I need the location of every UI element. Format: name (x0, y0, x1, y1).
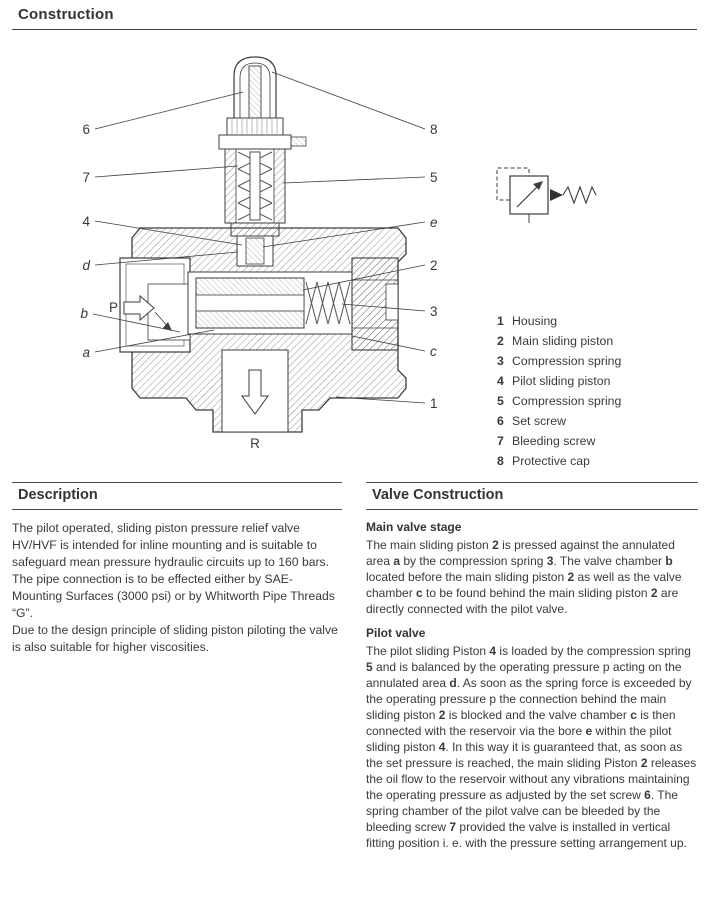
callout-label-b: b (80, 306, 88, 321)
valve-construction-heading: Valve Construction (366, 482, 698, 510)
callout-label-c: c (430, 344, 437, 359)
bonnet (219, 118, 306, 149)
description-heading: Description (12, 482, 342, 510)
parts-list-item: 6 Set screw (497, 414, 566, 428)
parts-list-item: 7 Bleeding screw (497, 434, 596, 448)
port-label-p: P (108, 300, 118, 315)
callout-label-3: 3 (430, 304, 438, 319)
callout-label-5: 5 (430, 170, 438, 185)
parts-list-item: 8 Protective cap (497, 454, 590, 468)
callout-label-8: 8 (430, 122, 438, 137)
callout-label-e: e (430, 215, 438, 230)
header-rule (12, 29, 697, 30)
parts-list-item: 1 Housing (497, 314, 558, 328)
main-sliding-piston (196, 278, 304, 328)
description-section (12, 482, 342, 656)
callout-label-1: 1 (430, 396, 438, 411)
description-paragraph: The pilot operated, sliding piston pressure relief valve HV/HVF is intended for inline mounting and is suitable to safeguard mean pressure hydraulic circuits up to 160 bars. The pipe connection is to be effected either by SAE-Mounting Surfaces (3000 psi) or by Whitworth Pipe Threads “G”. (12, 521, 335, 620)
subheading-main-valve-stage: Main valve stage (366, 520, 462, 534)
pilot-stem (250, 152, 260, 220)
callout-label-4: 4 (82, 214, 90, 229)
parts-list (497, 311, 621, 471)
valve-construction-body (366, 519, 698, 851)
description-body (12, 520, 342, 656)
parts-list-item: 3 Compression spring (497, 354, 622, 368)
relief-valve-symbol (497, 168, 596, 223)
set-screw (249, 66, 261, 118)
callout-label-6: 6 (82, 122, 90, 137)
subheading-pilot-valve: Pilot valve (366, 626, 426, 640)
valve-construction-section (366, 482, 698, 851)
parts-list-item: 4 Pilot sliding piston (497, 374, 611, 388)
callout-label-2: 2 (430, 258, 438, 273)
bleeding-screw (291, 137, 306, 146)
callout-label-7: 7 (82, 170, 90, 185)
construction-figure (0, 40, 710, 482)
callout-label-a: a (82, 345, 90, 360)
parts-list-item: 5 Compression spring (497, 394, 622, 408)
spring-symbol (563, 187, 596, 203)
callout-label-d: d (82, 258, 90, 273)
parts-list-item: 2 Main sliding piston (497, 334, 614, 348)
flow-arrowhead (550, 189, 563, 201)
pilot-valve-paragraph: The pilot sliding Piston 4 is loaded by the compression spring 5 and is balanced by the operating pressure p acting on the annulated area d. As soon as the spring force is exceeded by the operating pressure p the connection behind the main sliding piston 2 is blocked and the valve chamber c is then connected with the reservoir via the bore e within the pilot sliding piston 4. In this way it is guaranteed that, as soon as the set pressure is reached, the main sliding Piston 2 releases the oil flow to the reservoir without any vibrations maintaining the operating pressure as adjusted by the set screw 6. The spring chamber of the pilot valve can be bleeded by the bleeding screw 7 provided the valve is installed in vertical fitting position i. e. with the pressure setting arrangement up. (366, 644, 697, 850)
port-label-r: R (250, 436, 260, 451)
main-valve-stage-paragraph: The main sliding piston 2 is pressed against the annulated area a by the compression spring 3. The valve chamber b located before the main sliding piston 2 as well as the valve chamber c to be found behind the main sliding piston 2 are directly connected with the pilot valve. (366, 538, 682, 616)
description-paragraph: Due to the design principle of sliding piston piloting the valve is also suitable for higher viscosities. (12, 623, 338, 654)
page-title: Construction (18, 6, 114, 23)
